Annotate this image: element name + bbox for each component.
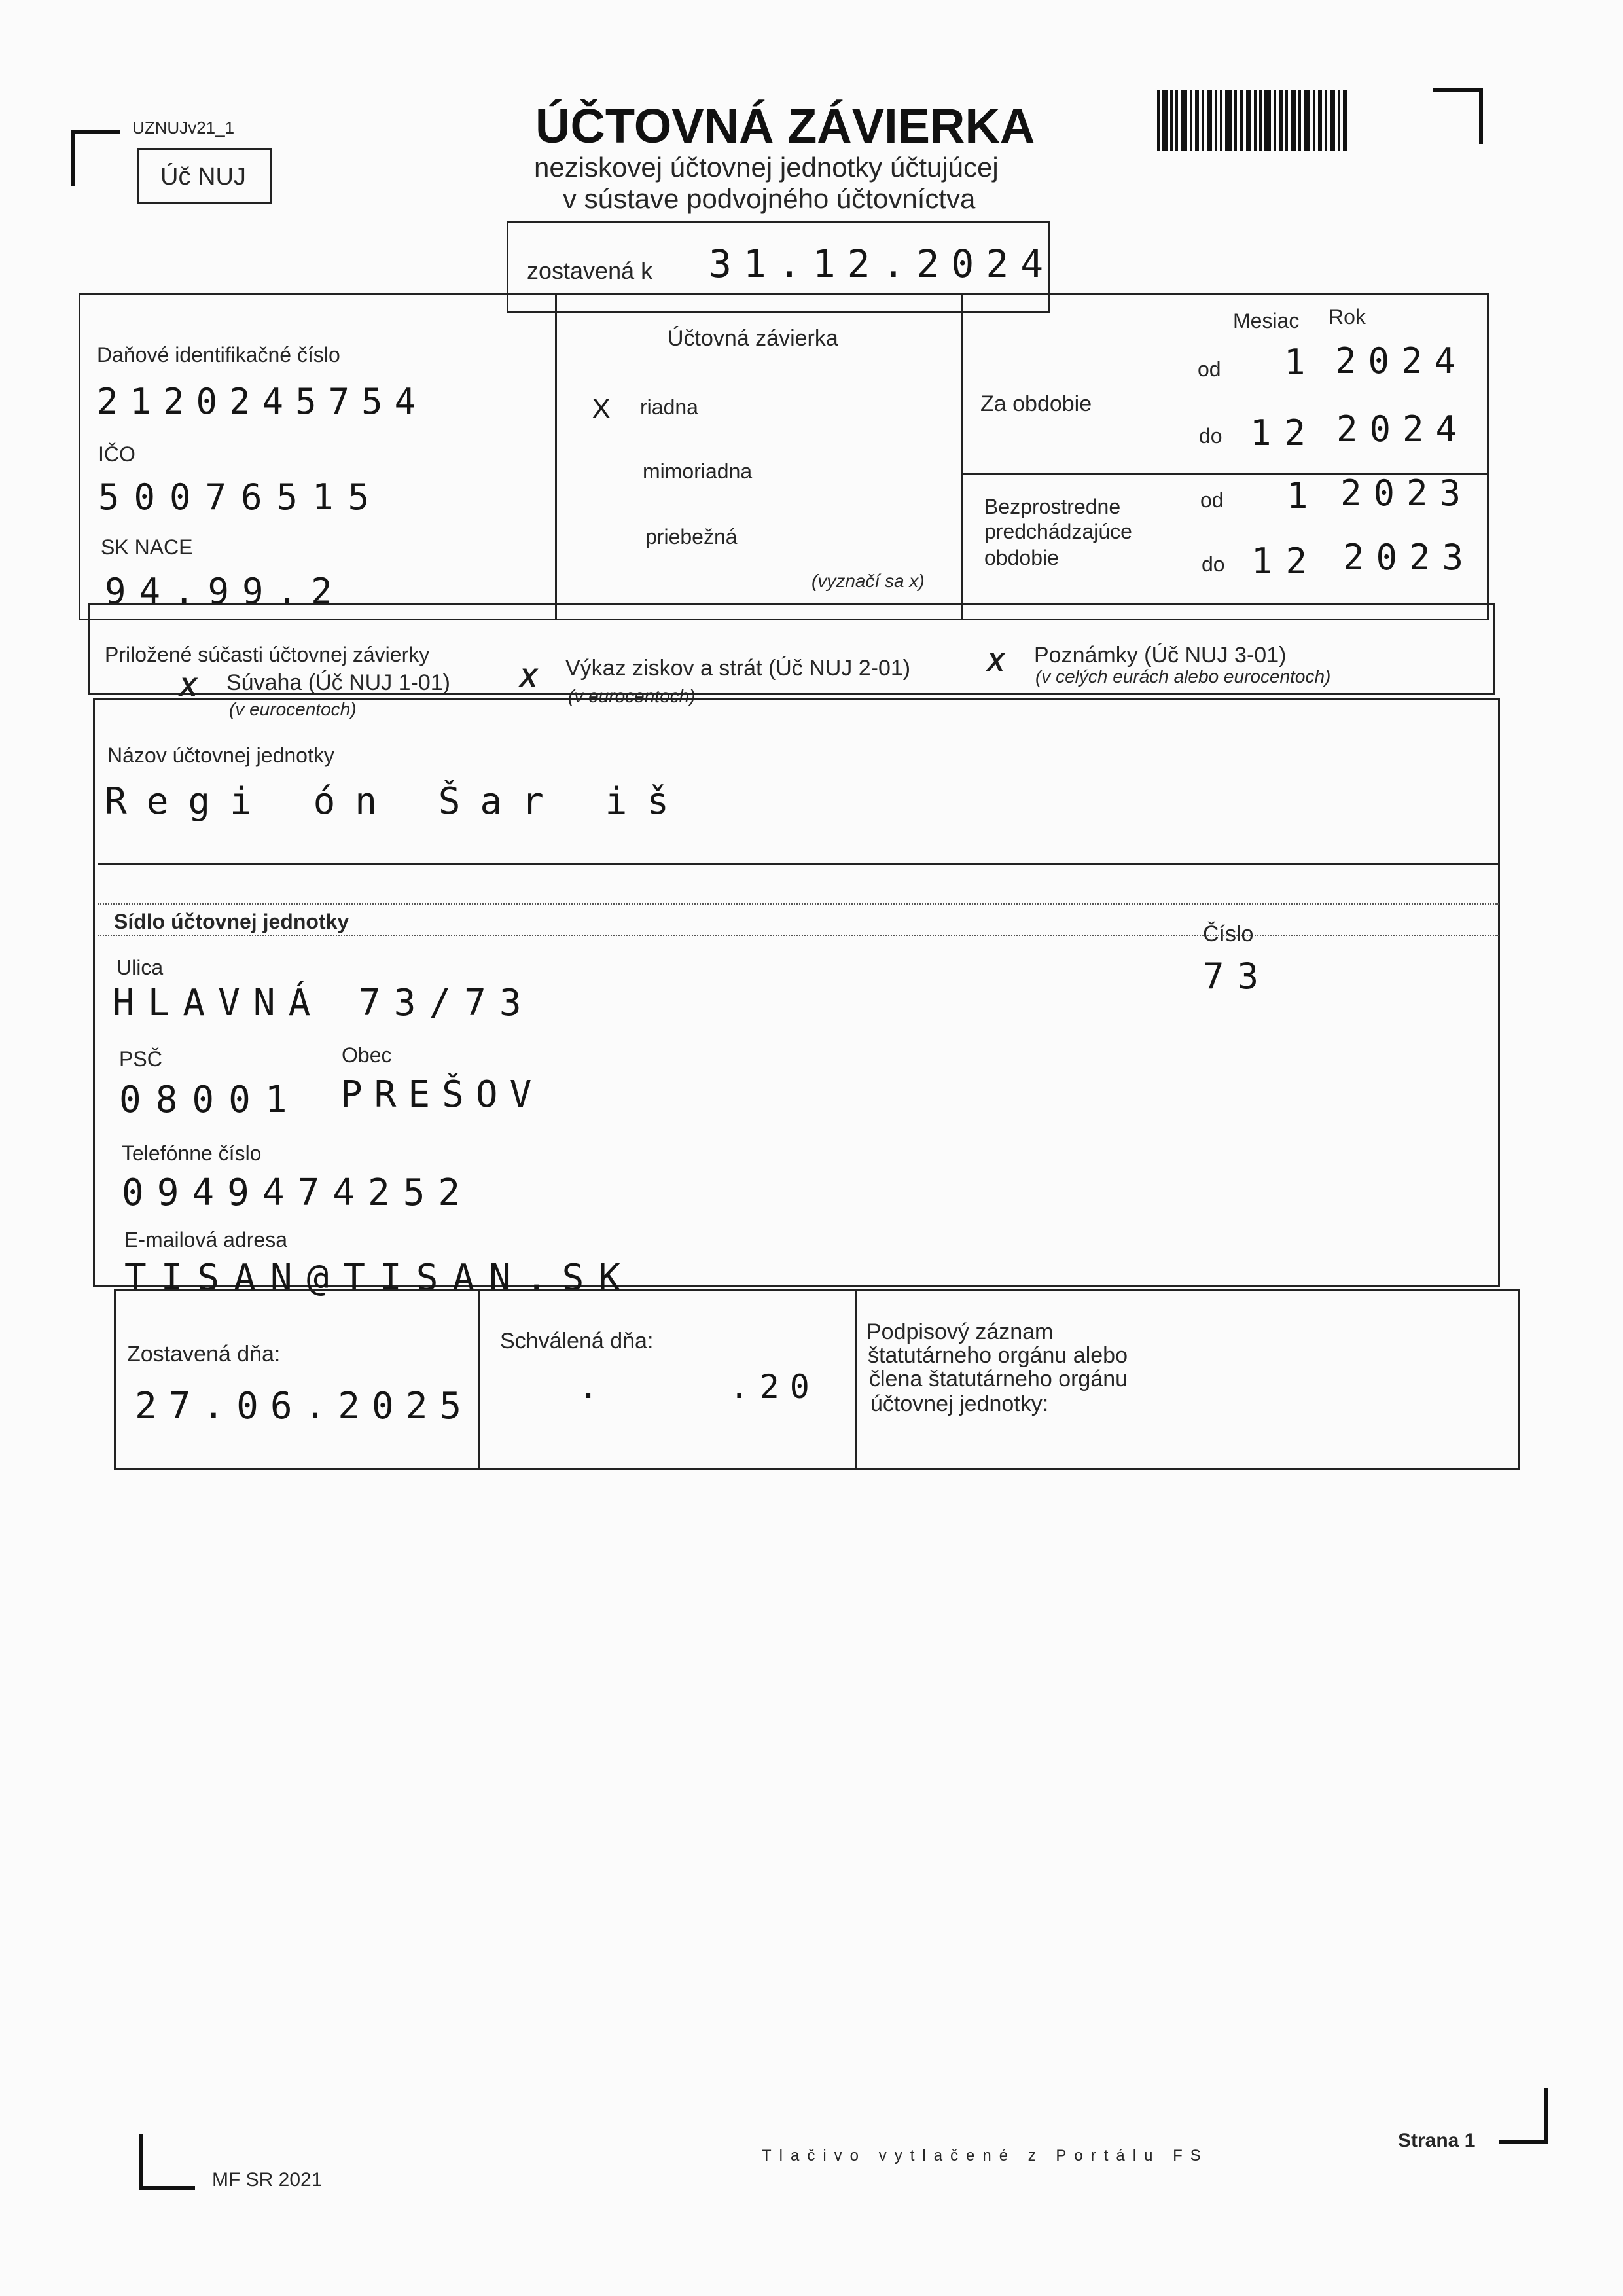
year-label: Rok (1329, 305, 1366, 329)
city-value: PREŠOV (340, 1073, 544, 1116)
approved-on-label: Schválená dňa: (500, 1329, 654, 1354)
form-code: UZNUJv21_1 (132, 118, 235, 137)
current-from-year: 2024 (1335, 340, 1468, 382)
page-title: ÚČTOVNÁ ZÁVIERKA (535, 99, 1035, 153)
signature-label-4: účtovnej jednotky: (870, 1391, 1049, 1416)
corner-mark-top-right (1433, 88, 1483, 144)
email-label: E-mailová adresa (124, 1228, 287, 1251)
previous-to-label: do (1202, 552, 1225, 576)
divider (98, 935, 1499, 936)
divider (961, 295, 963, 619)
city-label: Obec (342, 1043, 392, 1067)
form-badge-label: Úč NUJ (160, 163, 246, 190)
divider (98, 903, 1499, 905)
number-value: 73 (1203, 956, 1272, 997)
form-badge (137, 148, 272, 204)
option-extraordinary: mimoriadna (643, 459, 753, 483)
dic-label: Daňové identifikačné číslo (97, 343, 340, 367)
ministry-code: MF SR 2021 (212, 2169, 323, 2191)
nace-value: 94.99.2 (105, 571, 346, 612)
option-interim: priebežná (645, 525, 738, 548)
seat-heading: Sídlo účtovnej jednotky (114, 910, 349, 933)
page-subtitle-2: v sústave podvojného účtovníctva (563, 183, 976, 214)
option-mark-regular: X (592, 393, 611, 425)
current-to-month: 12 (1250, 412, 1319, 454)
dic-value: 2120245754 (97, 381, 428, 422)
previous-to-month: 12 (1251, 541, 1321, 582)
corner-mark-bottom-left (139, 2134, 195, 2190)
attachment-mark-balance: X (179, 673, 197, 702)
signature-label-2: štatutárneho orgánu alebo (868, 1343, 1128, 1368)
previous-from-year: 2023 (1340, 473, 1473, 514)
previous-from-label: od (1200, 488, 1224, 512)
corner-mark-bottom-right (1499, 2088, 1548, 2144)
street-value: HLAVNÁ 73/73 (113, 982, 535, 1024)
previous-from-month: 1 (1287, 475, 1319, 516)
attachment-pl: Výkaz ziskov a strát (Úč NUJ 2-01) (565, 656, 911, 681)
current-to-year: 2024 (1336, 408, 1469, 450)
statement-type-heading: Účtovná závierka (668, 326, 838, 351)
approved-on-value: . .20 (579, 1368, 820, 1406)
previous-period-label-2: predchádzajúce (984, 520, 1132, 543)
compiled-on-value: 27.06.2025 (135, 1385, 474, 1427)
month-label: Mesiac (1233, 309, 1300, 332)
divider (478, 1291, 480, 1469)
divider (855, 1291, 857, 1469)
corner-mark-top-left (71, 130, 120, 186)
ico-value: 50076515 (98, 476, 384, 518)
previous-period-label-1: Bezprostredne (984, 495, 1121, 518)
previous-to-year: 2023 (1343, 537, 1476, 578)
divider (555, 295, 557, 619)
current-period-label: Za obdobie (980, 391, 1092, 416)
attachment-notes: Poznámky (Úč NUJ 3-01) (1034, 643, 1287, 668)
number-label: Číslo (1203, 922, 1254, 946)
attachment-mark-notes: X (987, 648, 1005, 677)
current-from-month: 1 (1284, 342, 1316, 383)
divider (98, 863, 1499, 865)
phone-value: 0949474252 (122, 1172, 474, 1214)
compiled-to-label: zostavená k (527, 257, 653, 284)
attachments-heading: Priložené súčasti účtovnej závierky (105, 643, 430, 666)
compiled-to-value: 31.12.2024 (709, 242, 1056, 286)
phone-label: Telefónne číslo (122, 1141, 262, 1165)
street-label: Ulica (116, 956, 164, 979)
page-number: Strana 1 (1398, 2130, 1476, 2151)
attachment-balance: Súvaha (Úč NUJ 1-01) (226, 670, 451, 695)
attachment-mark-pl: X (520, 664, 537, 692)
entity-name-value: Regi ón Šar iš (105, 780, 689, 823)
nace-label: SK NACE (101, 535, 193, 559)
entity-name-label: Názov účtovnej jednotky (107, 744, 334, 767)
attachment-balance-note: (v eurocentoch) (229, 699, 357, 719)
previous-period-label-3: obdobie (984, 546, 1059, 569)
attachment-notes-note: (v celých eurách alebo eurocentoch) (1035, 666, 1331, 687)
ico-label: IČO (98, 442, 135, 466)
signature-label-1: Podpisový záznam (866, 1319, 1054, 1344)
current-to-label: do (1199, 424, 1222, 448)
current-from-label: od (1198, 357, 1221, 381)
psc-value: 08001 (119, 1079, 302, 1121)
barcode (1157, 90, 1349, 151)
option-regular: riadna (640, 395, 698, 419)
statement-type-note: (vyznačí sa x) (812, 571, 925, 591)
email-value: TISAN@TISAN.SK (124, 1257, 635, 1299)
signature-label-3: člena štatutárneho orgánu (869, 1367, 1128, 1391)
printed-from: Tlačivo vytlačené z Portálu FS (762, 2147, 1209, 2164)
page-subtitle-1: neziskovej účtovnej jednotky účtujúcej (534, 152, 999, 183)
compiled-on-label: Zostavená dňa: (127, 1342, 281, 1367)
psc-label: PSČ (119, 1047, 162, 1071)
attachment-pl-note: (v eurocentoch) (568, 686, 696, 706)
